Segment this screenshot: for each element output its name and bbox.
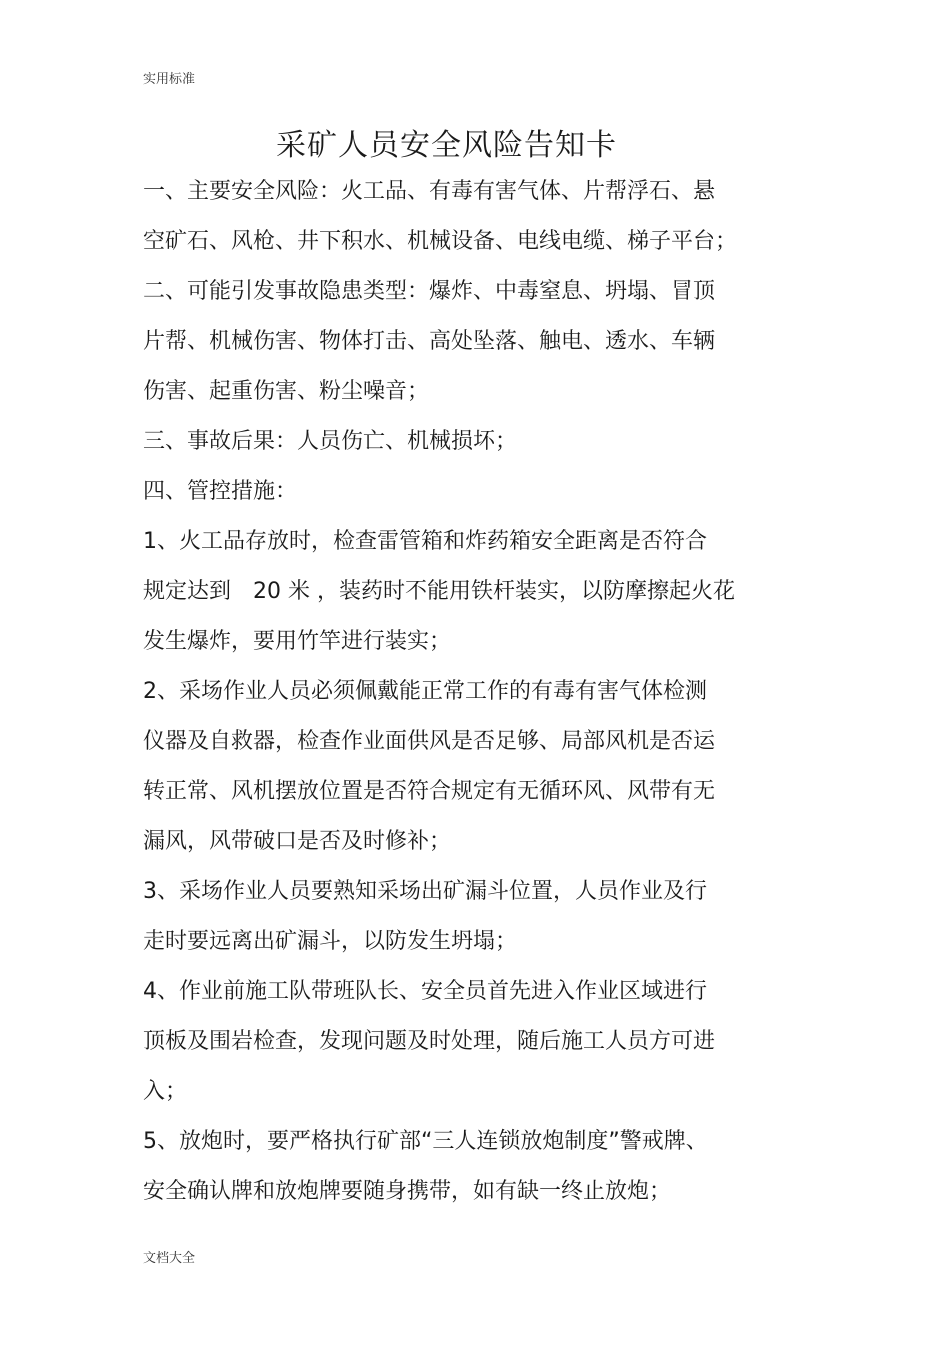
page-header: 实用标准 [143,72,196,87]
text-line: 5、放炮时，要严格执行矿部“三人连锁放炮制度”警戒牌、 [143,1129,708,1154]
text-line: 一、主要安全风险：火工品、有毒有害气体、片帮浮石、悬 [143,179,716,204]
text-line: 入； [143,1079,188,1104]
page-title: 采矿人员安全风险告知卡 [276,128,617,163]
text-line: 顶板及围岩检查，发现问题及时处理，随后施工人员方可进 [143,1029,716,1054]
text-line: 发生爆炸，要用竹竿进行装实； [143,629,452,654]
text-line: 1、火工品存放时，检查雷管箱和炸药箱安全距离是否符合 [143,529,707,554]
text-line: 安全确认牌和放炮牌要随身携带，如有缺一终止放炮； [143,1179,672,1204]
text-line: 二、可能引发事故隐患类型：爆炸、中毒窒息、坍塌、冒顶 [143,279,716,304]
text-line: 转正常、风机摆放位置是否符合规定有无循环风、风带有无 [143,779,716,804]
text-line: 仪器及自救器，检查作业面供风是否足够、局部风机是否运 [143,729,716,754]
text-line: 漏风，风带破口是否及时修补； [143,829,452,854]
text-line: 3、采场作业人员要熟知采场出矿漏斗位置，人员作业及行 [143,879,707,904]
text-line: 片帮、机械伤害、物体打击、高处坠落、触电、透水、车辆 [143,329,716,354]
text-line: 4、作业前施工队带班队长、安全员首先进入作业区域进行 [143,979,707,1004]
text-line: 走时要远离出矿漏斗，以防发生坍塌； [143,929,518,954]
text-line: 四、管控措施： [143,479,298,504]
text-line: 伤害、起重伤害、粉尘噪音； [143,379,430,404]
text-line: 三、事故后果：人员伤亡、机械损坏； [143,429,518,454]
text-line: 空矿石、风枪、井下积水、机械设备、电线电缆、梯子平台； [143,229,738,254]
text-line: 规定达到 20 米 ，装药时不能用铁杆装实，以防摩擦起火花 [143,579,735,604]
page-footer: 文档大全 [143,1251,196,1266]
text-line: 2、采场作业人员必须佩戴能正常工作的有毒有害气体检测 [143,679,707,704]
